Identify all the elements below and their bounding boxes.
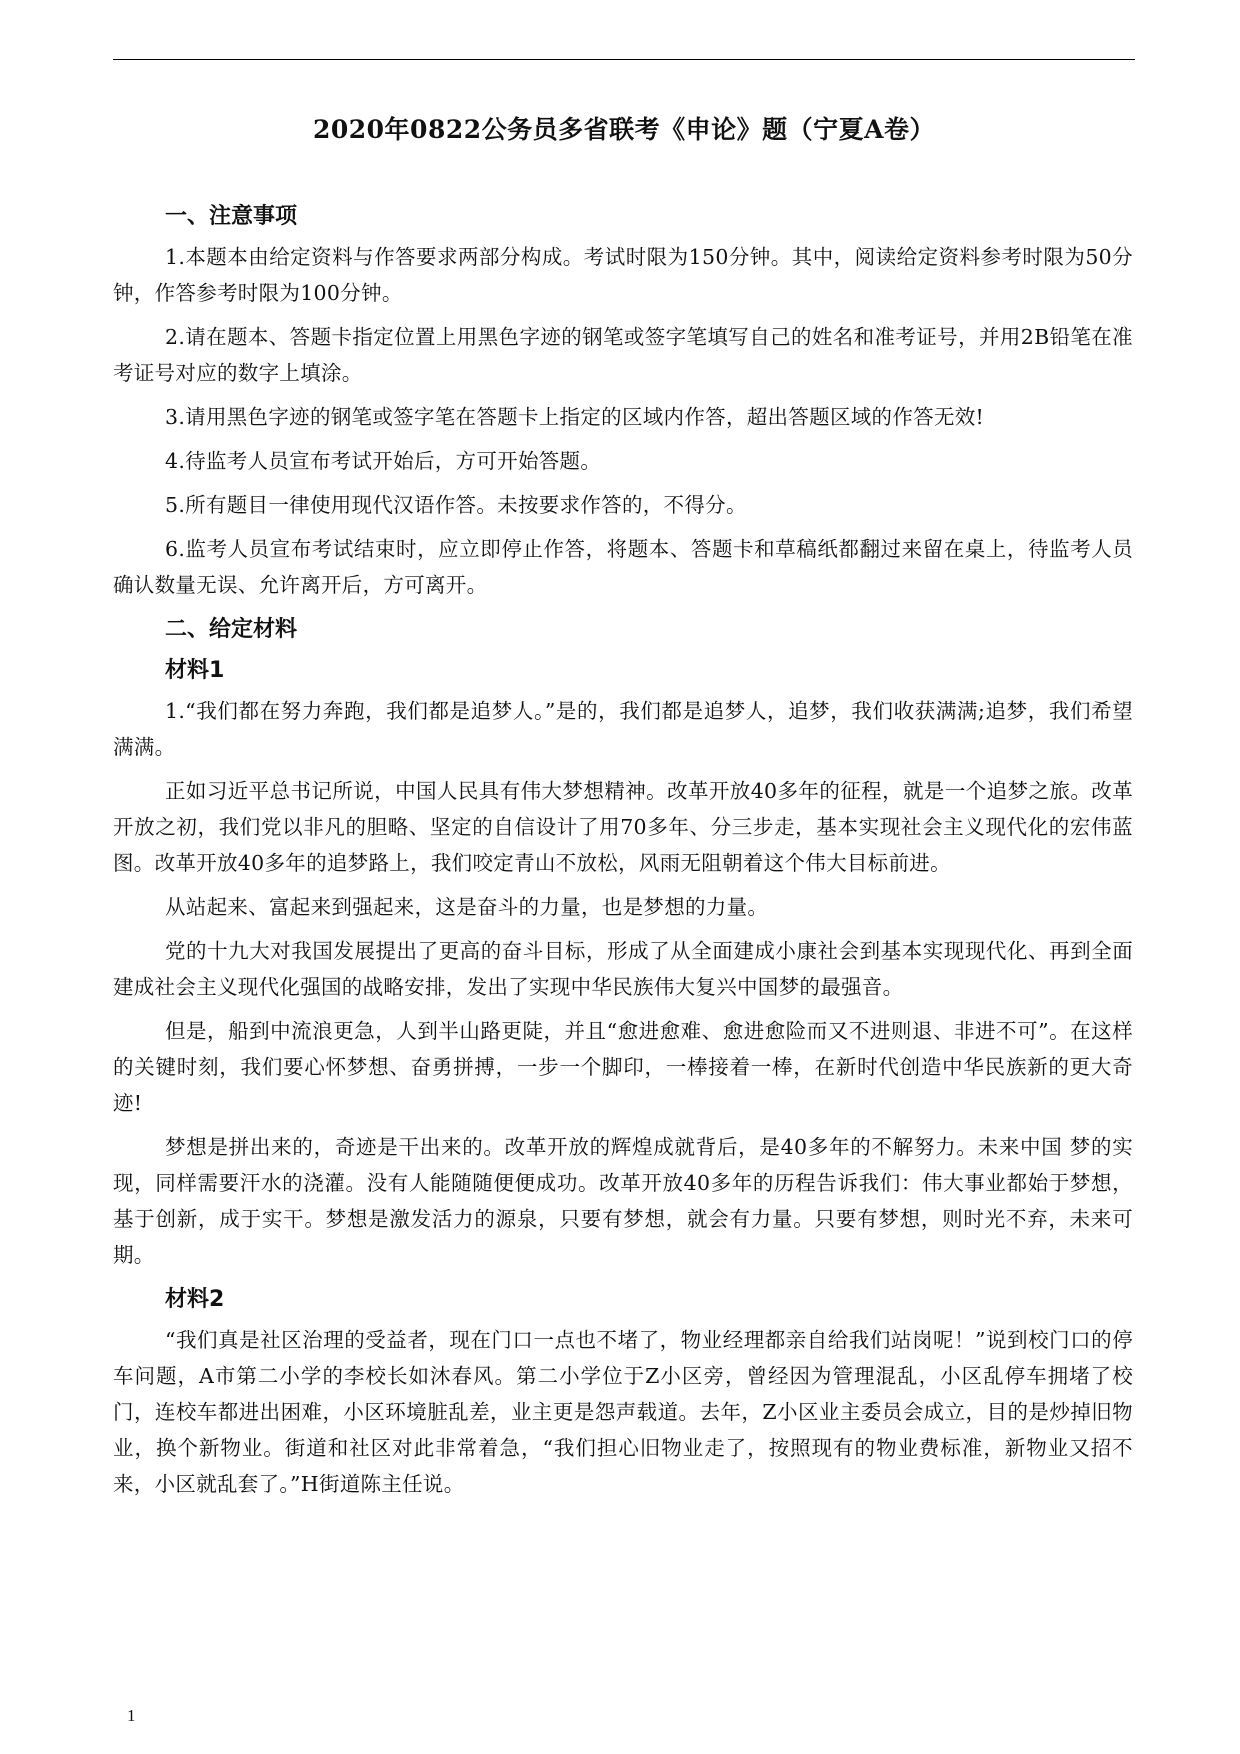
material-1-label: 材料1 [165, 658, 225, 683]
material-1-paragraph: 但是，船到中流浪更急，人到半山路更陡，并且“愈进愈难、愈进愈险而又不进则退、非进不可”。在这样的关键时刻，我们要心怀梦想、奋勇拼搏，一步一个脚印，一棒接着一棒，在新时代创造中华民族新的更大奇迹! [113, 1019, 1133, 1115]
document-body [113, 198, 1133, 1510]
notice-item: 3.请用黑色字迹的钢笔或签字笔在答题卡上指定的区域内作答，超出答题区域的作答无效! [165, 405, 985, 429]
page-number: 1 [127, 1706, 136, 1725]
material-1-paragraph: 党的十九大对我国发展提出了更高的奋斗目标，形成了从全面建成小康社会到基本实现现代化、再到全面建成社会主义现代化强国的战略安排，发出了实现中华民族伟大复兴中国梦的最强音。 [113, 939, 1133, 999]
material-1-paragraph: 梦想是拼出来的，奇迹是干出来的。改革开放的辉煌成就背后，是40多年的不解努力。未来中国 梦的实现，同样需要汗水的浇灌。没有人能随随便便成功。改革开放40多年的历程告诉我们：伟大事业都始于梦想，基于创新，成于实干。梦想是激发活力的源泉，只要有梦想，就会有力量。只要有梦想，则时光不弃，未来可期。 [113, 1135, 1133, 1267]
material-1-paragraph: 正如习近平总书记所说，中国人民具有伟大梦想精神。改革开放40多年的征程，就是一个追梦之旅。改革开放之初，我们党以非凡的胆略、坚定的自信设计了用70多年、分三步走，基本实现社会主义现代化的宏伟蓝图。改革开放40多年的追梦路上，我们咬定青山不放松，风雨无阻朝着这个伟大目标前进。 [113, 779, 1133, 875]
material-2-paragraph: “我们真是社区治理的受益者，现在门口一点也不堵了，物业经理都亲自给我们站岗呢！”说到校门口的停车问题，A市第二小学的李校长如沐春风。第二小学位于Z小区旁，曾经因为管理混乱，小区乱停车拥堵了校门，连校车都进出困难，小区环境脏乱差，业主更是怨声载道。去年，Z小区业主委员会成立，目的是炒掉旧物业，换个新物业。街道和社区对此非常着急，“我们担心旧物业走了，按照现有的物业费标准，新物业又招不来，小区就乱套了。”H街道陈主任说。 [113, 1328, 1133, 1496]
document-title: 2020年0822公务员多省联考《申论》题（宁夏A卷） [312, 115, 936, 144]
notice-item: 5.所有题目一律使用现代汉语作答。未按要求作答的，不得分。 [165, 493, 747, 517]
material-1-paragraph: 从站起来、富起来到强起来，这是奋斗的力量，也是梦想的力量。 [165, 895, 769, 919]
material-heading: 二、给定材料 [165, 617, 298, 642]
material-1-paragraph: 1.“我们都在努力奔跑，我们都是追梦人。”是的，我们都是追梦人，追梦，我们收获满满;追梦，我们希望满满。 [113, 699, 1133, 759]
notice-item: 4.待监考人员宣布考试开始后，方可开始答题。 [165, 449, 602, 473]
material-2-label: 材料2 [165, 1287, 225, 1312]
notice-item: 2.请在题本、答题卡指定位置上用黑色字迹的钢笔或签字笔填写自己的姓名和准考证号，并用2B铅笔在准考证号对应的数字上填涂。 [113, 325, 1133, 385]
notice-item: 1.本题本由给定资料与作答要求两部分构成。考试时限为150分钟。其中，阅读给定资料参考时限为50分钟，作答参考时限为100分钟。 [113, 245, 1133, 305]
header-rule [113, 59, 1135, 60]
notice-heading: 一、注意事项 [165, 204, 298, 229]
notice-item: 6.监考人员宣布考试结束时，应立即停止作答，将题本、答题卡和草稿纸都翻过来留在桌上，待监考人员确认数量无误、允许离开后，方可离开。 [113, 537, 1133, 597]
